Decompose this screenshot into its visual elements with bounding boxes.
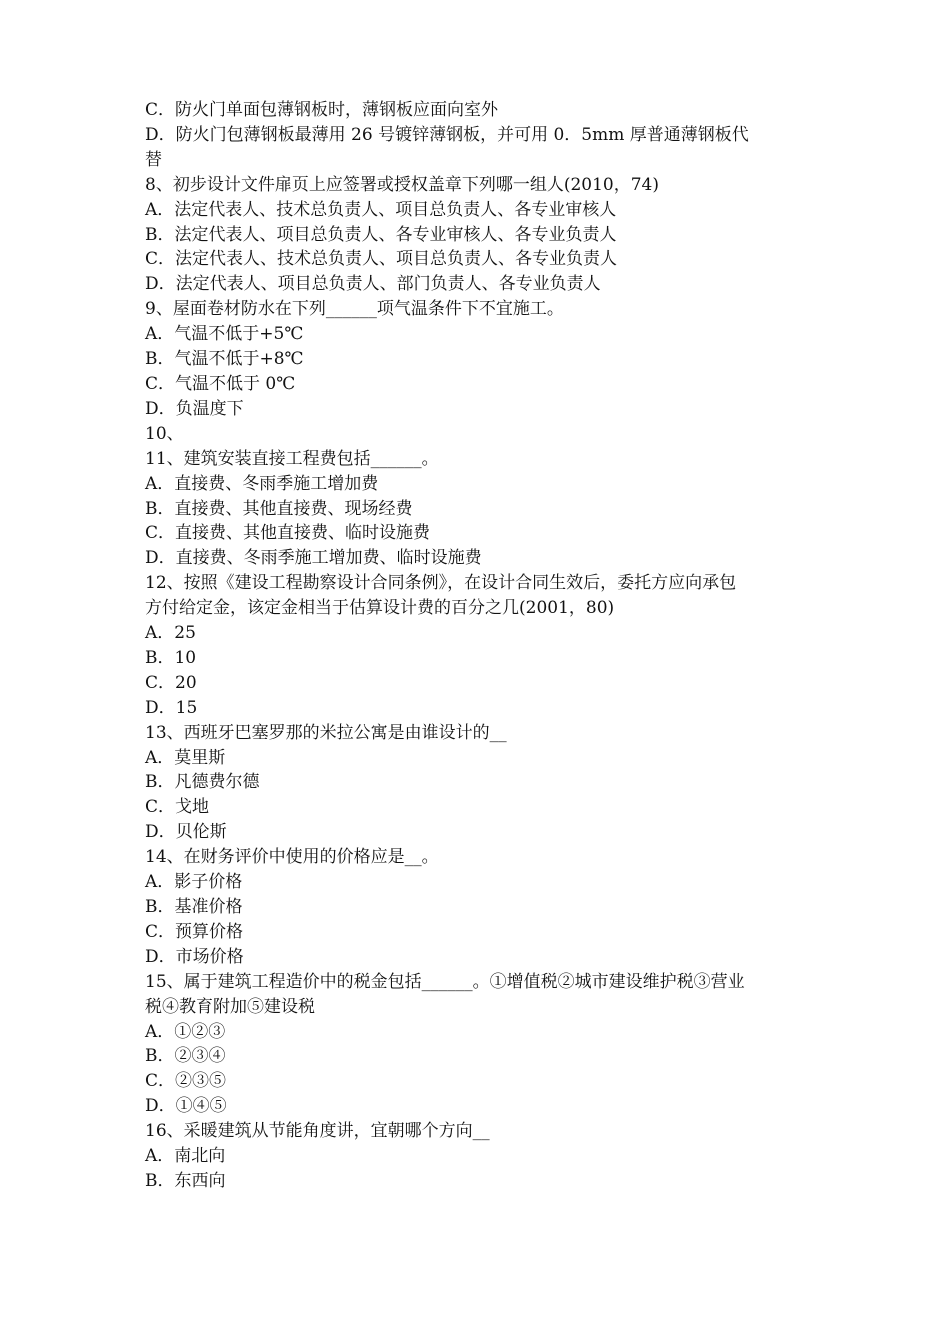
option-line: D．负温度下	[145, 398, 244, 419]
option-line: D．①④⑤	[145, 1096, 227, 1117]
option-line: A．影子价格	[145, 872, 243, 893]
option-line: B．②③④	[145, 1046, 226, 1067]
text-line: 税④教育附加⑤建设税	[145, 996, 315, 1017]
question-13: 13、西班牙巴塞罗那的米拉公寓是由谁设计的__	[145, 722, 507, 743]
option-line: B．直接费、其他直接费、现场经费	[145, 498, 413, 519]
option-line: A．直接费、冬雨季施工增加费	[145, 473, 379, 494]
question-9: 9、屋面卷材防水在下列______项气温条件下不宜施工。	[145, 299, 564, 320]
option-line: C．②③⑤	[145, 1071, 227, 1092]
question-11: 11、建筑安装直接工程费包括______。	[145, 448, 439, 469]
question-14: 14、在财务评价中使用的价格应是__。	[145, 847, 439, 868]
option-line: B．凡德费尔德	[145, 772, 260, 793]
option-line: C．20	[145, 672, 197, 693]
option-line: B．气温不低于+8℃	[145, 349, 304, 370]
document-page	[145, 98, 815, 1194]
question-16: 16、采暖建筑从节能角度讲，宜朝哪个方向__	[145, 1121, 490, 1142]
option-line: C．预算价格	[145, 921, 244, 942]
option-line: D．市场价格	[145, 946, 244, 967]
option-line: B．基准价格	[145, 897, 243, 917]
question-15: 15、属于建筑工程造价中的税金包括______。①增值税②城市建设维护税③营业	[145, 971, 745, 992]
option-line: C．直接费、其他直接费、临时设施费	[145, 523, 431, 544]
option-line: B．东西向	[145, 1170, 226, 1191]
option-line: C．法定代表人、技术总负责人、项目总负责人、各专业负责人	[145, 249, 618, 270]
text-line: D．防火门包薄钢板最薄用 26 号镀锌薄钢板，并可用 0．5mm 厚普通薄钢板代	[145, 124, 749, 145]
option-line: A．莫里斯	[145, 747, 226, 768]
option-line: A．法定代表人、技术总负责人、项目总负责人、各专业审核人	[145, 199, 617, 220]
option-line: B．10	[145, 647, 197, 668]
text-line: 方付给定金，该定金相当于估算设计费的百分之几(2001，80)	[145, 598, 615, 619]
option-line: A．气温不低于+5℃	[145, 324, 304, 345]
option-line: D．法定代表人、项目总负责人、部门负责人、各专业负责人	[145, 274, 601, 295]
option-line: A．①②③	[145, 1021, 226, 1042]
question-8: 8、初步设计文件扉页上应签署或授权盖章下列哪一组人(2010，74)	[145, 174, 659, 195]
option-line: D．贝伦斯	[145, 822, 227, 843]
option-line: A．南北向	[145, 1146, 226, 1167]
option-line: B．法定代表人、项目总负责人、各专业审核人、各专业负责人	[145, 224, 617, 245]
option-line: C．戈地	[145, 797, 210, 818]
option-line: A．25	[145, 623, 196, 644]
text-line: 替	[145, 149, 162, 170]
question-12: 12、按照《建设工程勘察设计合同条例》，在设计合同生效后，委托方应向承包	[145, 573, 737, 594]
question-10: 10、	[145, 423, 184, 444]
option-line: C．气温不低于 0℃	[145, 373, 296, 394]
option-line: D．直接费、冬雨季施工增加费、临时设施费	[145, 548, 482, 569]
option-line: D．15	[145, 697, 198, 718]
text-line: C．防火门单面包薄钢板时，薄钢板应面向室外	[145, 100, 499, 120]
